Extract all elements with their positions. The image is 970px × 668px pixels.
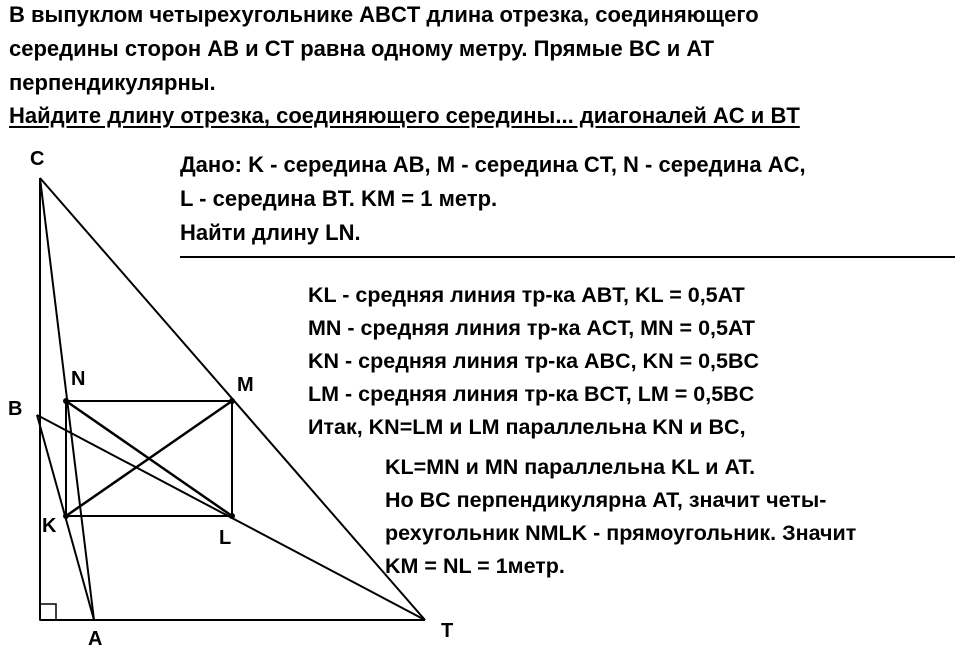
label-T: T [441,620,454,642]
problem-line-2: середины сторон AB и CT равна одному метру. Прямые BC и AT [9,36,715,61]
solution-line-3: KN - средняя линия тр-ка ABC, KN = 0,5BC [308,349,760,373]
solution-line-7: Но BC перпендикулярна AT, значит четы- [385,488,827,512]
point-M [229,398,235,404]
solution-line-5: Итак, KN=LM и LM параллельна KN и BC, [308,415,746,439]
solution-line-8: рехугольник NMLK - прямоугольник. Значит [385,521,857,545]
point-L [229,513,235,519]
given-line-1: Дано: K - середина AB, M - середина CT, N - середина AC, [180,152,806,177]
label-C: C [30,148,45,170]
solution-line-6: KL=MN и MN параллельна KL и AT. [385,455,756,479]
problem-line-1: В выпуклом четырехугольнике ABCT длина отрезка, соединяющего [9,2,759,27]
problem-question: Найдите длину отрезка, соединяющего середины... диагоналей AC и BT [9,103,800,128]
given-line-3: Найти длину LN. [180,220,361,245]
point-K [63,513,69,519]
label-K: K [42,515,57,537]
label-L: L [219,527,232,549]
solution-line-2: MN - средняя линия тр-ка ACT, MN = 0,5AT [308,316,756,340]
label-A: A [88,628,103,650]
solution-line-4: LM - средняя линия тр-ка BCT, LM = 0,5BC [308,382,755,406]
label-N: N [71,368,86,390]
solution-line-9: KM = NL = 1метр. [385,554,565,578]
problem-line-3: перпендикулярны. [9,70,216,95]
given-line-2: L - середина BT. KM = 1 метр. [180,186,498,211]
solution-line-1: KL - средняя линия тр-ка ABT, KL = 0,5AT [308,283,745,307]
label-M: M [237,374,254,396]
point-N [63,398,69,404]
label-B: B [8,398,23,420]
right-angle-mark [40,604,56,620]
